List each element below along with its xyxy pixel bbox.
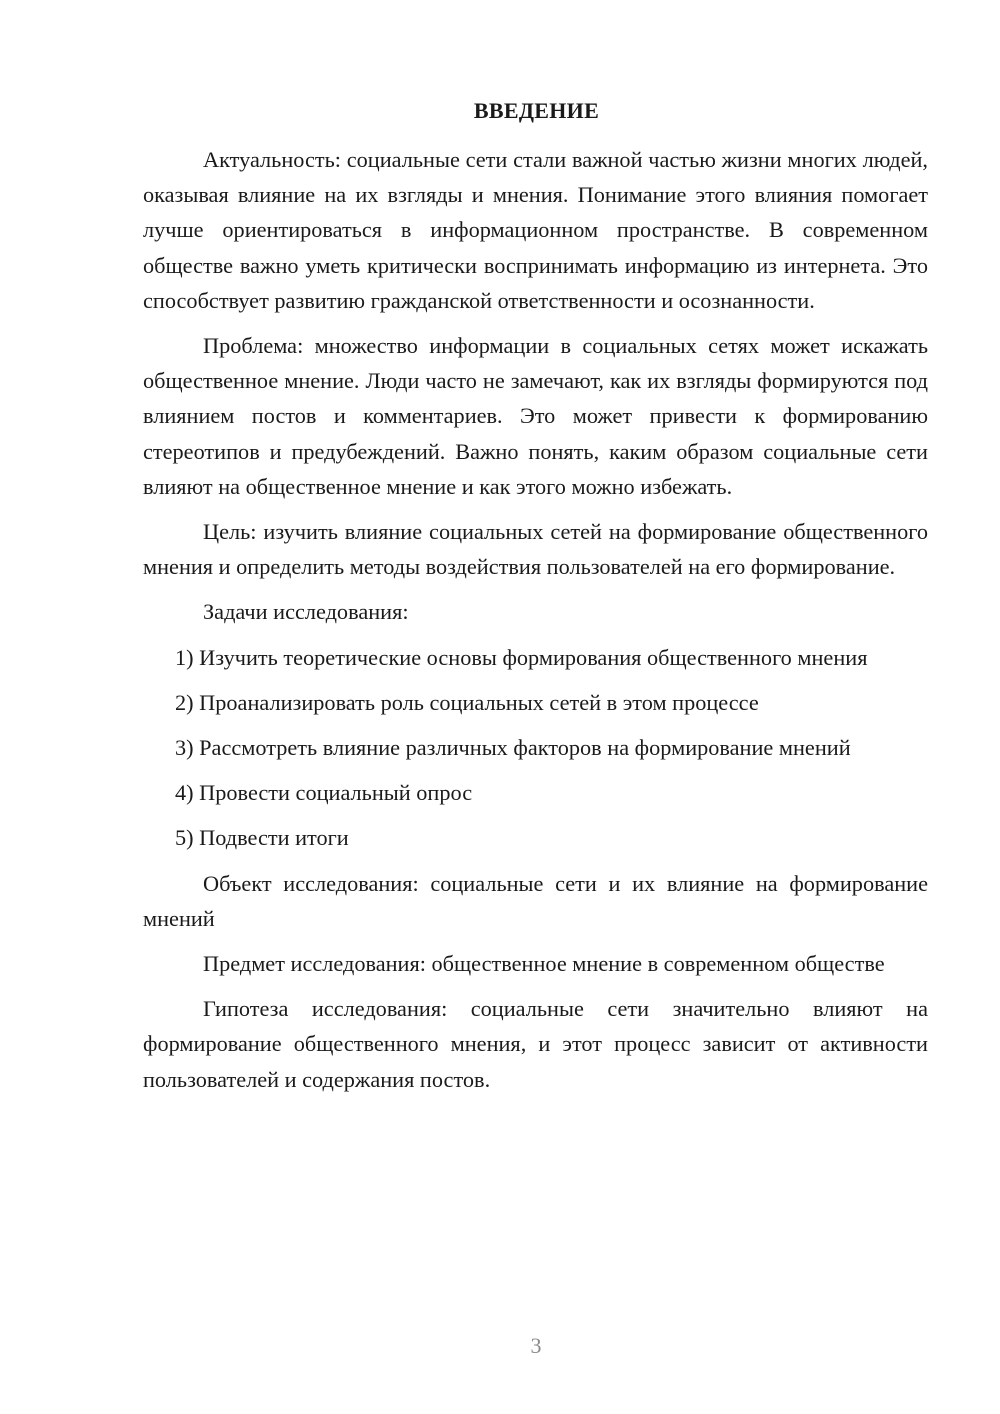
task-item: 5) Подвести итоги bbox=[175, 825, 349, 851]
goal-paragraph: Цель: изучить влияние социальных сетей на формирование общественного мнения и определить методы воздействия пользователей на его формирование. bbox=[143, 519, 928, 580]
relevance-paragraph: Актуальность: социальные сети стали важной частью жизни многих людей, оказывая влияние на их взгляды и мнения. Понимание этого влияния помогает лучше ориентироваться в информационном пространстве. В современном обществе важно уметь критически воспринимать информацию из интернета. Это способствует развитию гражданской ответственности и осознанности. bbox=[143, 147, 928, 313]
tasks-title: Задачи исследования: bbox=[203, 599, 409, 625]
page-number: 3 bbox=[530, 1333, 542, 1358]
task-item: 3) Рассмотреть влияние различных факторов на формирование мнений bbox=[175, 735, 851, 761]
subject-paragraph: Предмет исследования: общественное мнение в современном обществе bbox=[203, 951, 885, 977]
task-item: 2) Проанализировать роль социальных сетей в этом процессе bbox=[175, 689, 759, 715]
document-body bbox=[143, 96, 928, 1107]
problem-paragraph: Проблема: множество информации в социальных сетях может искажать общественное мнение. Люди часто не замечают, как их взгляды формируются под влиянием постов и комментариев. Это может привести к формированию стереотипов и предубеждений. Важно понять, каким образом социальные сети влияют на общественное мнение и как этого можно избежать. bbox=[143, 333, 928, 499]
section-heading: ВВЕДЕНИЕ bbox=[473, 98, 600, 123]
object-paragraph: Объект исследования: социальные сети и их влияние на формирование мнений bbox=[143, 870, 928, 931]
hypothesis-paragraph: Гипотеза исследования: социальные сети значительно влияют на формирование общественного мнения, и этот процесс зависит от активности пользователей и содержания постов. bbox=[143, 996, 928, 1092]
task-item: 4) Провести социальный опрос bbox=[175, 780, 473, 806]
task-item: 1) Изучить теоретические основы формирования общественного мнения bbox=[175, 644, 868, 670]
